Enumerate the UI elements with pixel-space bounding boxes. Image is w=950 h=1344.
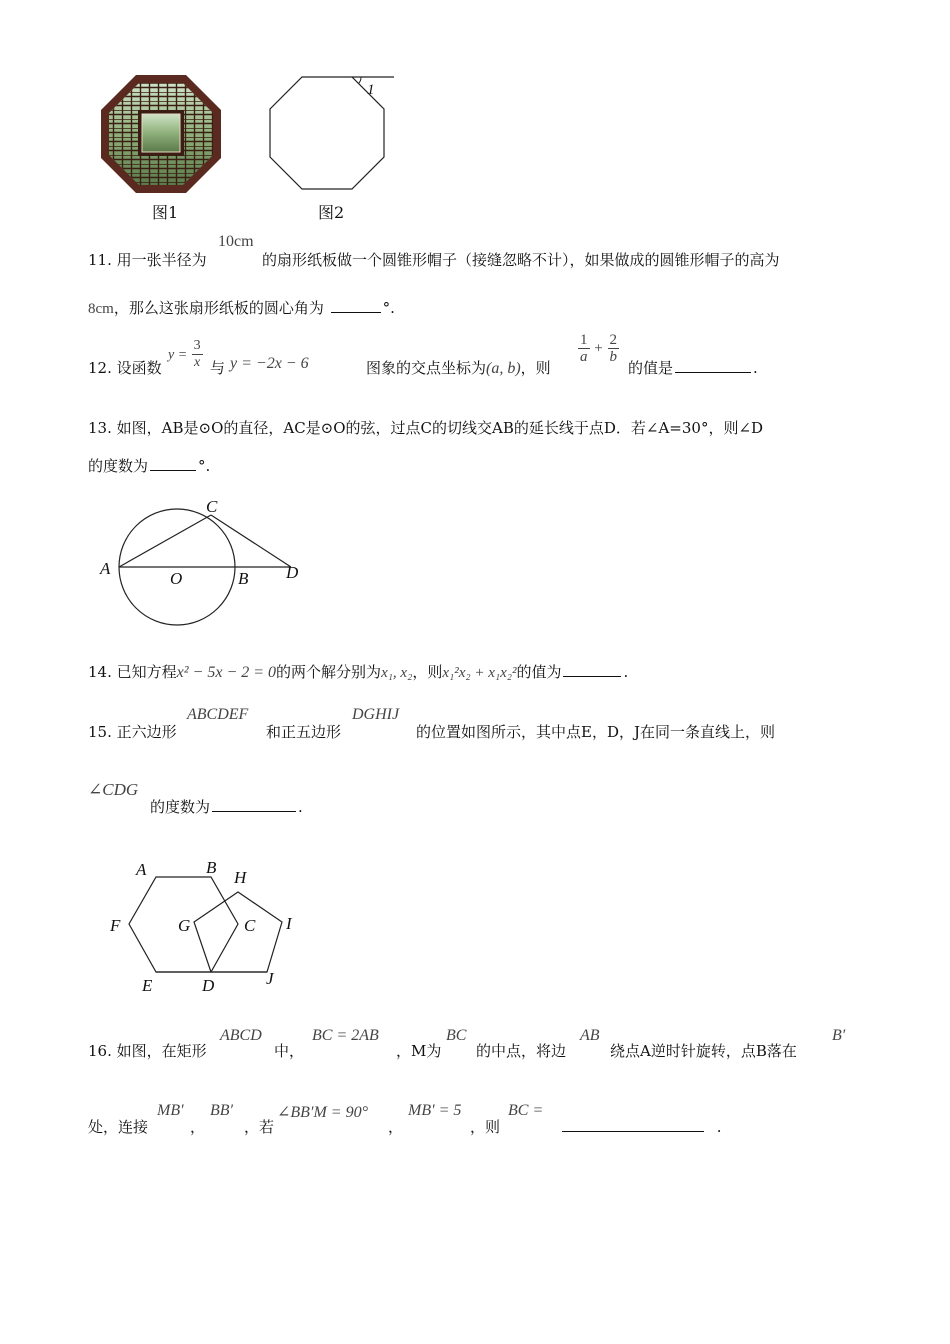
label-a: A	[136, 860, 147, 879]
q16-text-11: .	[716, 1118, 722, 1136]
q16-rect-name: ABCD	[220, 1027, 262, 1044]
q11-line2	[88, 299, 395, 318]
label-b: B	[206, 858, 217, 877]
q16-ab: AB	[580, 1027, 600, 1044]
q16-b-prime: B′	[832, 1027, 846, 1044]
q12-expression	[578, 332, 619, 365]
q13-answer-blank[interactable]	[150, 469, 196, 471]
q16-ask: BC =	[508, 1102, 544, 1119]
q15-angle: ∠CDG	[88, 780, 139, 799]
q12-func-1-frac	[192, 338, 203, 371]
q14-text-3: ，则	[412, 663, 443, 681]
q15-text-5: .	[298, 798, 303, 816]
q16-text-8: ，若	[244, 1118, 275, 1136]
q14-number: 14.	[88, 663, 112, 681]
q16-line-end	[560, 1118, 722, 1136]
line-ac	[119, 515, 211, 567]
q12-frac-1	[578, 332, 590, 365]
q16-number: 16.	[88, 1042, 112, 1060]
q12-label	[88, 359, 162, 377]
q15-text-4: 的度数为	[150, 798, 211, 816]
q12-line-end	[628, 359, 758, 377]
q12-answer-blank[interactable]	[675, 371, 751, 373]
q16-text-7: ，	[190, 1118, 206, 1136]
q11-text-2: 的扇形纸板做一个圆锥形帽子（接缝忽略不计），如果做成的圆锥形帽子的高为	[262, 251, 780, 269]
label-e: E	[142, 976, 153, 994]
q11-number: 11.	[88, 251, 112, 269]
q12-func-2: y = −2x − 6	[230, 355, 309, 372]
q12-text-6: .	[753, 359, 758, 377]
q12-text-5: 的值是	[628, 359, 674, 377]
q12-frac-2-num: 2	[609, 332, 618, 348]
q14-text-2: 的两个解分别为	[276, 663, 382, 681]
q14-text-4: 的值为	[516, 663, 562, 681]
q16-text-4: 的中点，将边	[476, 1042, 567, 1060]
q11-text-1: 用一张半径为	[116, 251, 207, 269]
q11-answer-blank[interactable]	[331, 311, 381, 313]
q11-text-4: °.	[382, 299, 395, 317]
figure-1-caption: 图1	[152, 203, 179, 222]
q14-line	[88, 663, 628, 682]
q15-answer-blank[interactable]	[212, 810, 296, 812]
label-o: O	[170, 569, 183, 588]
q12-frac-1-num: 1	[580, 332, 588, 348]
q12-point: (a, b)	[486, 360, 521, 377]
q15-text-2: 和正五边形	[266, 723, 342, 741]
figure-2-octagon	[268, 74, 398, 192]
q16-condition-2: ∠BB′M = 90°	[277, 1104, 368, 1121]
line-cd	[211, 515, 291, 567]
q15-text-1: 正六边形	[116, 723, 177, 741]
q14-text-1: 已知方程	[116, 663, 177, 681]
q12-frac-2	[608, 332, 620, 365]
label-d: D	[202, 976, 215, 994]
q13-line1	[88, 419, 763, 437]
q15-text-3: 的位置如图所示，其中点E，D，J在同一条直线上，则	[416, 723, 775, 741]
q12-func-1-den: x	[194, 355, 201, 370]
q14-answer-blank[interactable]	[563, 675, 621, 677]
q15-line2	[150, 798, 303, 816]
q16-condition-1: BC = 2AB	[312, 1027, 379, 1044]
q12-frac-2-den: b	[609, 349, 618, 365]
q14-roots: x₁, x₂	[381, 665, 413, 681]
label-c: C	[206, 497, 218, 516]
pentagon-dghij	[194, 892, 282, 972]
label-b: B	[238, 569, 249, 588]
q16-condition-3: MB′ = 5	[408, 1102, 462, 1119]
q16-label	[88, 1042, 207, 1060]
q15-pentagon-name: DGHIJ	[352, 706, 400, 723]
label-g: G	[178, 916, 191, 935]
q12-func-1-lhs: y =	[168, 347, 188, 363]
q14-text-5: .	[623, 663, 629, 681]
q12-func-1-num: 3	[193, 338, 201, 353]
q12-plus: +	[594, 340, 603, 357]
q13-text-2: 的度数为	[88, 457, 149, 475]
q13-text-1: 如图，AB是⊙O的直径，AC是⊙O的弦，过点C的切线交AB的延长线于点D．若∠A=30°，则∠D	[116, 419, 764, 437]
q16-text-5: 绕点A逆时针旋转，点B落在	[610, 1042, 797, 1060]
q12-text-1: 设函数	[116, 359, 162, 377]
angle-1-label: 1	[367, 82, 375, 98]
q16-mb-prime: MB′	[157, 1102, 184, 1119]
q13-number: 13.	[88, 419, 112, 437]
label-d: D	[286, 563, 299, 582]
q15-polygon-figure	[104, 854, 308, 994]
label-i: I	[286, 914, 292, 933]
q11-radius: 10cm	[218, 233, 254, 250]
label-f: F	[110, 916, 121, 935]
q15-number: 15.	[88, 723, 112, 741]
q11-text-3: ，那么这张扇形纸板的圆心角为	[113, 299, 324, 317]
q14-expression: x₁²x₂ + x₁x₂²	[442, 665, 517, 681]
q12-text-3: 图象的交点坐标为	[366, 359, 487, 377]
label-j: J	[266, 969, 274, 988]
q12-number: 12.	[88, 359, 112, 377]
q16-answer-blank[interactable]	[562, 1130, 704, 1132]
label-a: A	[100, 559, 111, 578]
q13-text-3: °.	[198, 457, 211, 475]
q15-hexagon-name: ABCDEF	[187, 706, 249, 723]
q16-text-1: 如图，在矩形	[116, 1042, 207, 1060]
q11-line1	[88, 251, 207, 269]
q16-text-9: ，	[388, 1118, 404, 1136]
q16-bc: BC	[446, 1027, 467, 1044]
q13-line2	[88, 457, 210, 475]
q16-text-10: ，则	[470, 1118, 501, 1136]
q12-text-2: 与	[210, 359, 226, 377]
figure-1-octagon-window	[100, 74, 222, 194]
q14-equation: x² − 5x − 2 = 0	[176, 664, 277, 681]
q13-circle-figure	[96, 496, 312, 630]
q12-frac-1-den: a	[580, 349, 588, 365]
q16-text-6: 处，连接	[88, 1118, 149, 1136]
label-h: H	[234, 868, 247, 887]
q12-func-1	[168, 338, 203, 371]
q16-bb-prime: BB′	[210, 1102, 234, 1119]
q12-text-4: ，则	[520, 359, 551, 377]
q16-text-2: 中，	[274, 1042, 305, 1060]
figure-2-caption: 图2	[318, 203, 345, 222]
q11-height: 8cm	[88, 301, 114, 317]
q15-label	[88, 723, 177, 741]
q12-line-rest	[366, 359, 551, 378]
label-c: C	[244, 916, 256, 935]
q16-text-3: ，M为	[396, 1042, 442, 1060]
